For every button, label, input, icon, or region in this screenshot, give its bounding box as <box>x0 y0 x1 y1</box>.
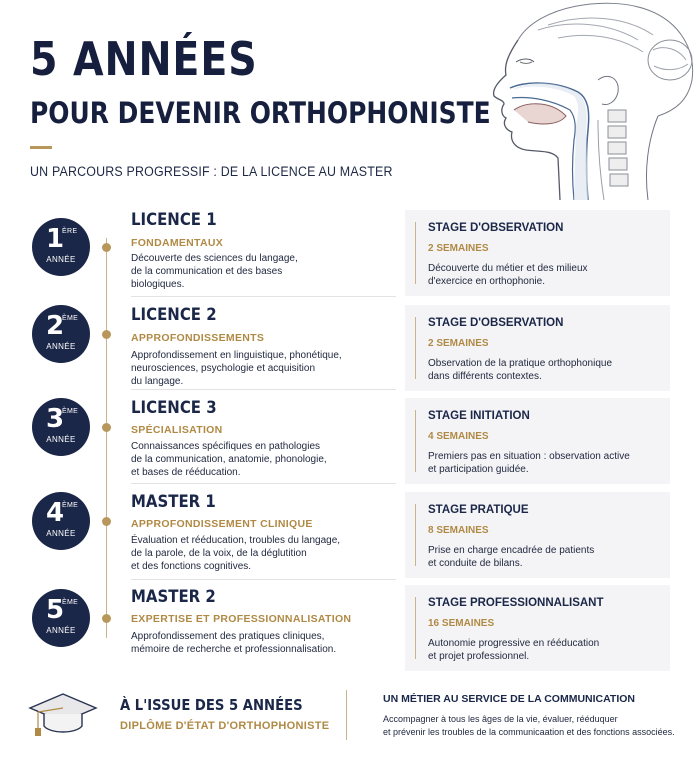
stage-duration: 16 SEMAINES <box>428 618 495 629</box>
level-theme: APPROFONDISSEMENT CLINIQUE <box>131 518 313 530</box>
level-title: LICENCE 3 <box>131 398 217 418</box>
stage-desc-line: Découverte du métier et des milieux <box>428 263 588 274</box>
stage-duration: 8 SEMAINES <box>428 525 489 536</box>
timeline-dot <box>102 423 111 432</box>
head-profile-anatomy-illustration <box>448 0 700 200</box>
year-number: 4 <box>46 498 65 528</box>
desc-line: neurosciences, psychologie et acquisition <box>131 363 315 374</box>
stage-desc-line: d'exercice en orthophonie. <box>428 276 545 287</box>
year-label: ANNÉE <box>46 342 76 351</box>
stage-title: STAGE D'OBSERVATION <box>428 317 564 329</box>
page-title: 5 ANNÉES <box>30 32 258 86</box>
year-row-2 <box>0 303 700 393</box>
year-badge <box>32 218 90 276</box>
stage-description <box>428 262 663 288</box>
graduation-cap-icon <box>28 688 98 740</box>
year-badge <box>32 398 90 456</box>
year-number: 1 <box>46 224 65 254</box>
year-label: ANNÉE <box>46 435 76 444</box>
year-badge <box>32 305 90 363</box>
stage-accent-bar <box>415 504 416 566</box>
footer-diploma: DIPLÔME D'ÉTAT D'ORTHOPHONISTE <box>120 720 330 732</box>
year-badge <box>32 492 90 550</box>
stage-title: STAGE PROFESSIONNALISANT <box>428 597 604 609</box>
footer-title: À L'ISSUE DES 5 ANNÉES <box>120 696 303 714</box>
year-number: 5 <box>46 595 65 625</box>
footer-text-line: Accompagner à tous les âges de la vie, évaluer, rééduquer <box>383 714 618 724</box>
row-divider <box>131 296 396 297</box>
level-title: MASTER 2 <box>131 587 216 607</box>
stage-duration: 2 SEMAINES <box>428 243 489 254</box>
page-tagline: UN PARCOURS PROGRESSIF : DE LA LICENCE AU MASTER <box>30 164 393 179</box>
footer <box>0 680 700 750</box>
level-description <box>131 349 376 388</box>
desc-line: Connaissances spécifiques en pathologies <box>131 441 321 452</box>
desc-line: Approfondissement des pratiques cliniques, <box>131 631 325 642</box>
year-ordinal: ÈME <box>62 502 79 509</box>
desc-line: et des fonctions cognitives. <box>131 561 252 572</box>
footer-text-line: et prévenir les troubles de la communicaation et des fonctions associées. <box>383 727 675 737</box>
stage-desc-line: Prise en charge encadrée de patients <box>428 545 595 556</box>
year-number: 2 <box>46 311 65 341</box>
timeline-dot <box>102 614 111 623</box>
year-row-4 <box>0 490 700 580</box>
level-title: LICENCE 1 <box>131 210 217 230</box>
desc-line: mémoire de recherche et professionnalisation. <box>131 644 337 655</box>
stage-title: STAGE D'OBSERVATION <box>428 222 564 234</box>
desc-line: de la communication, anatomie, phonologie, <box>131 454 327 465</box>
level-description <box>131 630 391 656</box>
year-ordinal: ÈRE <box>62 228 78 235</box>
year-row-1 <box>0 208 700 298</box>
stage-card <box>405 398 670 484</box>
stage-desc-line: dans différents contextes. <box>428 371 542 382</box>
year-badge <box>32 589 90 647</box>
level-theme: EXPERTISE ET PROFESSIONNALISATION <box>131 613 352 625</box>
desc-line: biologiques. <box>131 279 185 290</box>
year-number: 3 <box>46 404 65 434</box>
stage-description <box>428 357 663 383</box>
year-ordinal: ÈME <box>62 599 79 606</box>
footer-metier-text <box>383 713 693 739</box>
year-row-5 <box>0 585 700 675</box>
stage-accent-bar <box>415 222 416 284</box>
year-ordinal: ÈME <box>62 315 79 322</box>
stage-description <box>428 544 663 570</box>
level-theme: FONDAMENTAUX <box>131 237 224 249</box>
year-row-3 <box>0 396 700 486</box>
desc-line: de la parole, de la voix, de la déglutition <box>131 548 307 559</box>
desc-line: et bases de rééducation. <box>131 467 241 478</box>
stage-title: STAGE PRATIQUE <box>428 504 529 516</box>
timeline-dot <box>102 330 111 339</box>
desc-line: de la communication et des bases <box>131 266 283 277</box>
stage-desc-line: et conduite de bilans. <box>428 558 523 569</box>
row-divider <box>131 483 396 484</box>
level-description <box>131 534 376 573</box>
stage-title: STAGE INITIATION <box>428 410 530 422</box>
stage-card <box>405 492 670 578</box>
stage-card <box>405 585 670 671</box>
desc-line: Découverte des sciences du langage, <box>131 253 298 264</box>
footer-metier-title: UN MÉTIER AU SERVICE DE LA COMMUNICATION <box>383 693 636 705</box>
year-ordinal: ÈME <box>62 408 79 415</box>
level-title: MASTER 1 <box>131 492 216 512</box>
stage-desc-line: et projet professionnel. <box>428 651 530 662</box>
page-subtitle-title: POUR DEVENIR ORTHOPHONISTE <box>30 96 491 130</box>
title-divider <box>30 146 52 149</box>
stage-card <box>405 210 670 296</box>
desc-line: Évaluation et rééducation, troubles du langage, <box>131 535 341 546</box>
year-label: ANNÉE <box>46 255 76 264</box>
level-title: LICENCE 2 <box>131 305 217 325</box>
row-divider <box>131 389 396 390</box>
level-theme: APPROFONDISSEMENTS <box>131 332 265 344</box>
stage-accent-bar <box>415 597 416 659</box>
stage-description <box>428 450 663 476</box>
stage-accent-bar <box>415 317 416 379</box>
year-label: ANNÉE <box>46 626 76 635</box>
stage-desc-line: et participation guidée. <box>428 464 529 475</box>
timeline-dot <box>102 517 111 526</box>
footer-divider <box>346 690 347 740</box>
level-description <box>131 440 376 479</box>
stage-desc-line: Premiers pas en situation : observation active <box>428 451 630 462</box>
desc-line: du langage. <box>131 376 184 387</box>
timeline-dot <box>102 243 111 252</box>
desc-line: Approfondissement en linguistique, phonétique, <box>131 350 342 361</box>
stage-duration: 2 SEMAINES <box>428 338 489 349</box>
level-description <box>131 252 376 291</box>
stage-description <box>428 637 663 663</box>
stage-desc-line: Autonomie progressive en rééducation <box>428 638 600 649</box>
level-theme: SPÉCIALISATION <box>131 424 223 436</box>
stage-accent-bar <box>415 410 416 472</box>
row-divider <box>131 579 396 580</box>
stage-desc-line: Observation de la pratique orthophonique <box>428 358 613 369</box>
stage-card <box>405 305 670 391</box>
year-label: ANNÉE <box>46 529 76 538</box>
stage-duration: 4 SEMAINES <box>428 431 489 442</box>
